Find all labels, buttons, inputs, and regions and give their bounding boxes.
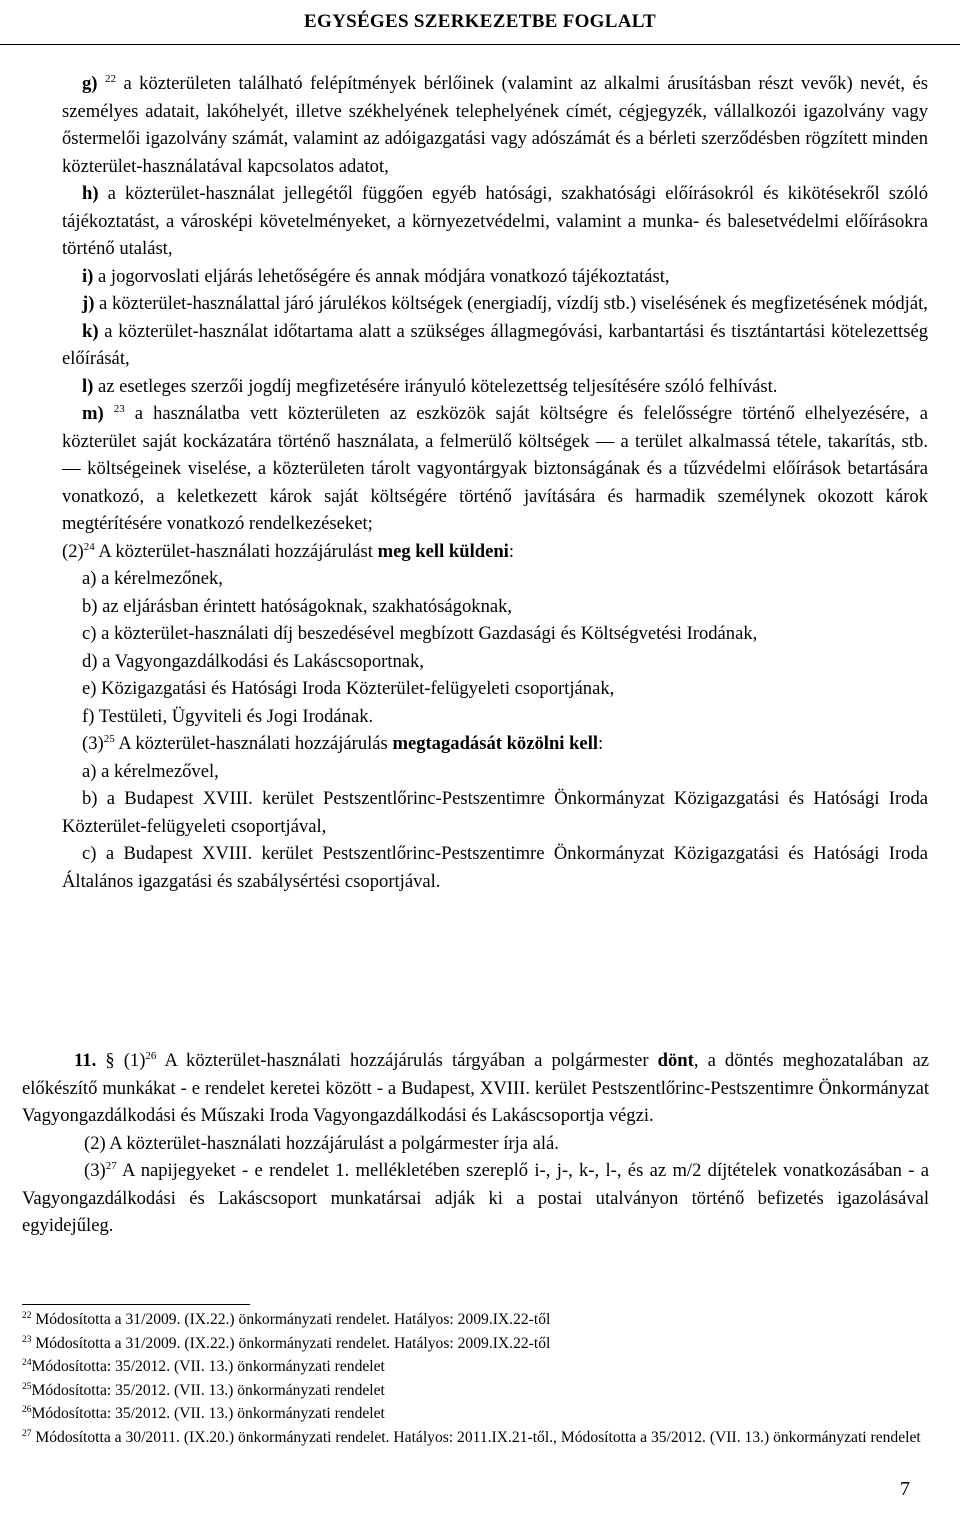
- footnote: $^{25}$Módosította: 35/2012. (VII. 13.) önkormányzati rendelet: [22, 1381, 385, 1399]
- list-item: a) a kérelmezővel,: [82, 760, 219, 782]
- footnotes: [22, 1308, 929, 1449]
- item-h: h) a közterület-használat jellegétől függően egyéb hatósági, szakhatósági előírásokról és kikötésekről szóló tájékoztatást, a városképi követelményeket, a környezetvédelmi, valamint a munka- és balesetvédelmi előírásokra történő utalást,: [62, 183, 928, 259]
- footnote: $^{22}$ Módosította a 31/2009. (IX.22.) önkormányzati rendelet. Hatályos: 2009.IX.22-től: [22, 1311, 551, 1328]
- list-item: b) az eljárásban érintett hatóságoknak, szakhatóságoknak,: [82, 595, 513, 617]
- item-l: l) az esetleges szerzői jogdíj megfizetésére irányuló kötelezettség teljesítésére szóló felhívást.: [82, 375, 778, 397]
- item-i: i) a jogorvoslati eljárás lehetőségére és annak módjára vonatkozó tájékoztatást,: [82, 265, 670, 287]
- item-m: m) $^{23}$ a használatba vett közterületen az eszközök saját költségre és felelősségre történő elhelyezésére, a közterület saját kockázatára történő használata, a felmerülő költségek — a terület alkalmassá tétele, takarítás, stb. — költségeinek viselése, a közterületen tárolt vagyontárgyak biztonságának és a tűzvédelmi előírások betartására vonatkozó, a keletkezett károk saját költségére történő javítására és harmadik személynek okozott károk megtérítésére vonatkozó rendelkezéseket;: [62, 403, 928, 534]
- footnote-ref: 24: [83, 540, 95, 553]
- footnote-ref: 27: [105, 1160, 117, 1172]
- footnote-divider: [22, 1304, 250, 1305]
- footnote: $^{23}$ Módosította a 31/2009. (IX.22.) önkormányzati rendelet. Hatályos: 2009.IX.22-től: [22, 1334, 551, 1352]
- footnote-ref: 23: [113, 403, 125, 415]
- item-k: k) a közterület-használat időtartama alatt a szükséges állagmegóvási, karbantartási és tisztántartási kötelezettség előírását,: [62, 320, 928, 369]
- footnote: $^{26}$Módosította: 35/2012. (VII. 13.) önkormányzati rendelet: [22, 1405, 385, 1422]
- document-body: [62, 70, 928, 895]
- page-number: 7: [900, 1478, 910, 1500]
- footnote-ref: 22: [104, 73, 116, 85]
- footnote-ref: 26: [145, 1050, 157, 1062]
- item-j: j) a közterület-használattal járó járulékos költségek (energiadíj, vízdíj stb.) viselésének és megfizetésének módját,: [82, 293, 928, 314]
- list-item: e) Közigazgatási és Hatósági Iroda Közterület-felügyeleti csoportjának,: [82, 678, 615, 699]
- footnote-ref: 25: [103, 733, 115, 745]
- list-item: f) Testületi, Ügyviteli és Jogi Irodának.: [82, 705, 374, 727]
- section-11-paragraph-1: 11. § $(1)^{26}$ A közterület-használati hozzájárulás tárgyában a polgármester dönt, a döntés meghozatalában az előkészítő munkákat - e rendelet keretei között - a Budapest, XVIII. kerület Pestszentlőrinc-Pestszentimre Önkormányzat Vagyongazdálkodási és Műszaki Iroda Vagyongazdálkodási és Lakáscsoportja végzi.: [22, 1050, 929, 1126]
- section-11-paragraph-3: $(3)^{27}$ A napijegyeket - e rendelet 1. mellékletében szereplő i-, j-, k-, l-, és az m/2 díjtételek vonatkozásában - a Vagyongazdálkodási és Lakáscsoport munkatársai adják ki a postai utalványon történő befizetés igazolásával egyidejűleg.: [22, 1160, 929, 1236]
- list-item: c) a Budapest XVIII. kerület Pestszentlőrinc-Pestszentimre Önkormányzat Közigazgatási és Hatósági Iroda Általános igazgatási és szabálysértési csoportjával.: [62, 843, 928, 892]
- list-item: c) a közterület-használati díj beszedésével megbízott Gazdasági és Költségvetési Irodának,: [82, 623, 758, 644]
- section-11-paragraph-2: (2) A közterület-használati hozzájárulást a polgármester írja alá.: [84, 1132, 559, 1154]
- section-11: [22, 1047, 929, 1240]
- paragraph-2: $(2)^{24}$ A közterület-használati hozzájárulást meg kell küldeni:: [62, 540, 515, 562]
- header-title: EGYSÉGES SZERKEZETBE FOGLALT: [304, 11, 656, 32]
- footnote: $^{27}$ Módosította a 30/2011. (IX.20.) önkormányzati rendelet. Hatályos: 2011.IX.21-től., Módosította a 35/2012. (VII. 13.) önkormányzati rendelet: [22, 1428, 921, 1446]
- list-item: b) a Budapest XVIII. kerület Pestszentlőrinc-Pestszentimre Önkormányzat Közigazgatási és Hatósági Iroda Közterület-felügyeleti csoportjával,: [62, 788, 928, 837]
- item-g: g) $^{22}$ a közterületen található felépítmények bérlőinek (valamint az alkalmi árusításban részt vevők) nevét, és személyes adatait, lakóhelyét, illetve székhelyének telephelyének címét, cégjegyzék, vállalkozói igazolvány vagy őstermelői igazolvány számát, valamint az adóigazgatási vagy adószámát és a bérleti szerződésben rögzített minden közterület-használatával kapcsolatos adatot,: [62, 73, 928, 177]
- footnote: $^{24}$Módosította: 35/2012. (VII. 13.) önkormányzati rendelet: [22, 1358, 385, 1375]
- list-item: d) a Vagyongazdálkodási és Lakáscsoportnak,: [82, 650, 424, 672]
- list-item: a) a kérelmezőnek,: [82, 568, 223, 589]
- page-header: [0, 0, 960, 45]
- paragraph-3: $(3)^{25}$ A közterület-használati hozzájárulás megtagadását közölni kell:: [82, 733, 604, 754]
